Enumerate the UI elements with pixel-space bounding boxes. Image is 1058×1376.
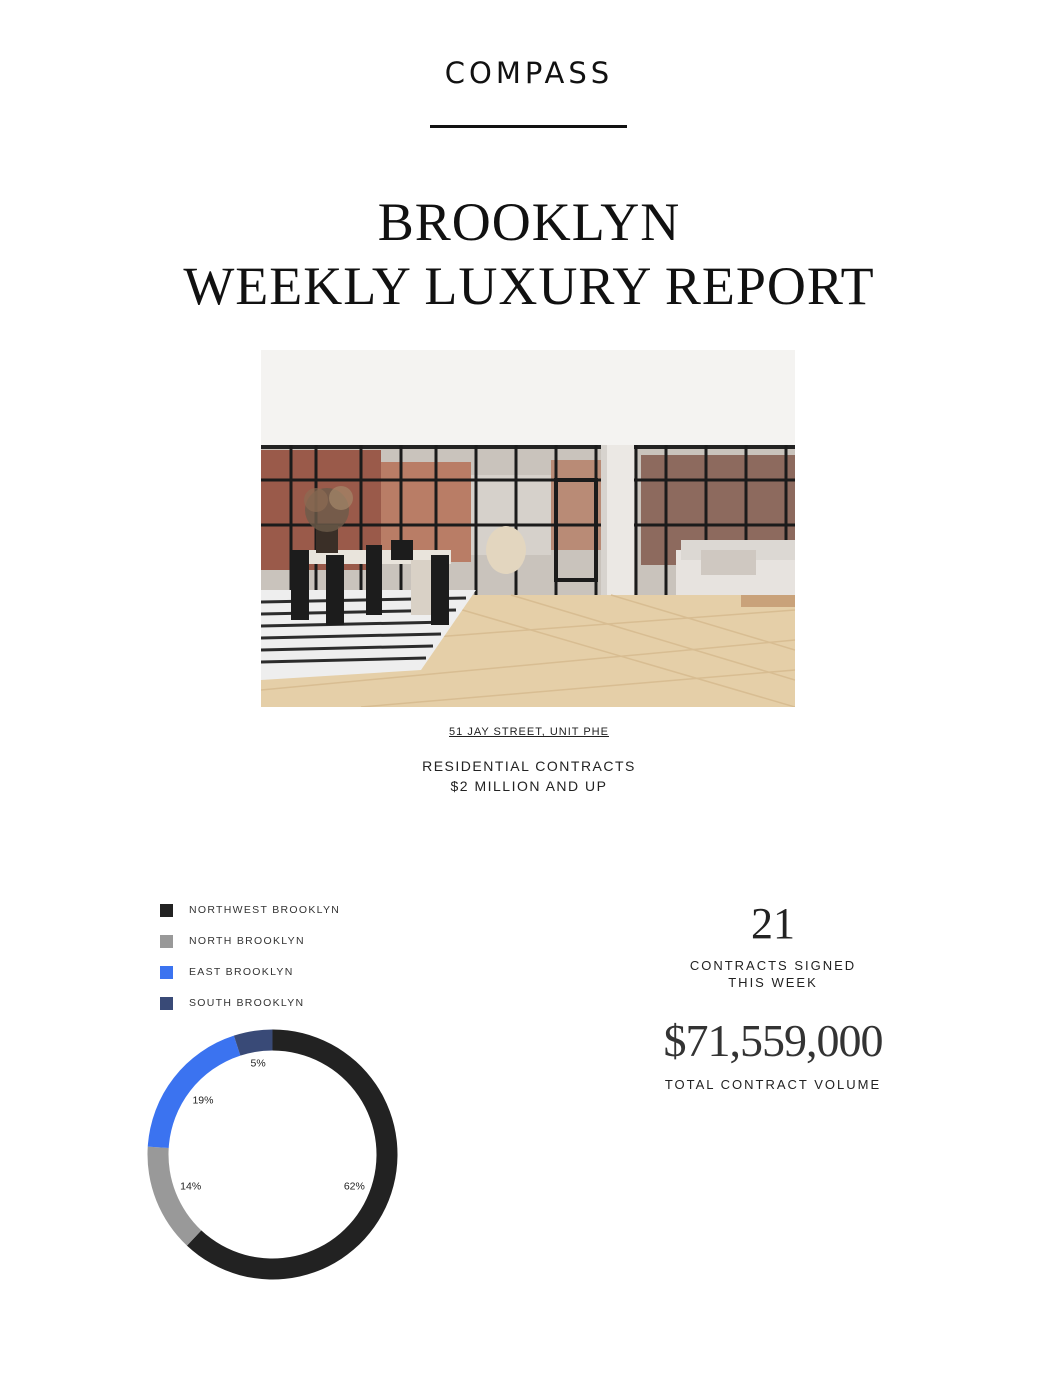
donut-slice-label: 5% xyxy=(250,1057,266,1070)
donut-slice-label: 62% xyxy=(343,1180,365,1193)
legend-swatch xyxy=(160,904,173,917)
photo-caption-address[interactable] xyxy=(0,726,1058,738)
volume-caption: TOTAL CONTRACT VOLUME xyxy=(664,1077,882,1092)
report-title-line-1: BROOKLYN xyxy=(377,192,681,252)
subtitle-line-2: $2 MILLION AND UP xyxy=(450,778,608,794)
legend-swatch xyxy=(160,935,173,948)
address-link[interactable]: 51 JAY STREET, UNIT PHE xyxy=(449,726,609,738)
legend-label: NORTHWEST BROOKLYN xyxy=(189,904,341,916)
report-title xyxy=(0,190,1058,318)
donut-slice-label: 14% xyxy=(180,1180,202,1193)
total-contract-volume: $71,559,000 xyxy=(663,1015,883,1066)
subtitle-line-1: RESIDENTIAL CONTRACTS xyxy=(422,758,636,774)
logo-divider xyxy=(430,125,627,128)
legend-label: NORTH BROOKLYN xyxy=(189,935,305,947)
report-title-line-2: WEEKLY LUXURY REPORT xyxy=(183,256,875,316)
legend-swatch xyxy=(160,997,173,1010)
compass-logo: COMPASS xyxy=(444,56,614,90)
donut-slice-label: 19% xyxy=(192,1094,214,1107)
legend-swatch xyxy=(160,966,173,979)
contracts-donut-chart xyxy=(145,1027,400,1282)
legend-label: SOUTH BROOKLYN xyxy=(189,997,305,1009)
contracts-caption xyxy=(620,957,926,991)
legend-label: EAST BROOKLYN xyxy=(189,966,294,978)
contracts-caption-line-1: CONTRACTS SIGNED xyxy=(689,958,857,973)
donut-slice xyxy=(148,1147,202,1246)
donut-slice xyxy=(187,1030,398,1280)
interior-photo-illustration xyxy=(261,350,795,707)
contracts-count: 21 xyxy=(751,899,795,948)
donut-slice xyxy=(148,1036,241,1148)
donut-slice xyxy=(234,1030,273,1056)
report-subtitle xyxy=(0,756,1058,796)
contracts-caption-line-2: THIS WEEK xyxy=(728,975,818,990)
featured-property-photo xyxy=(261,350,795,707)
